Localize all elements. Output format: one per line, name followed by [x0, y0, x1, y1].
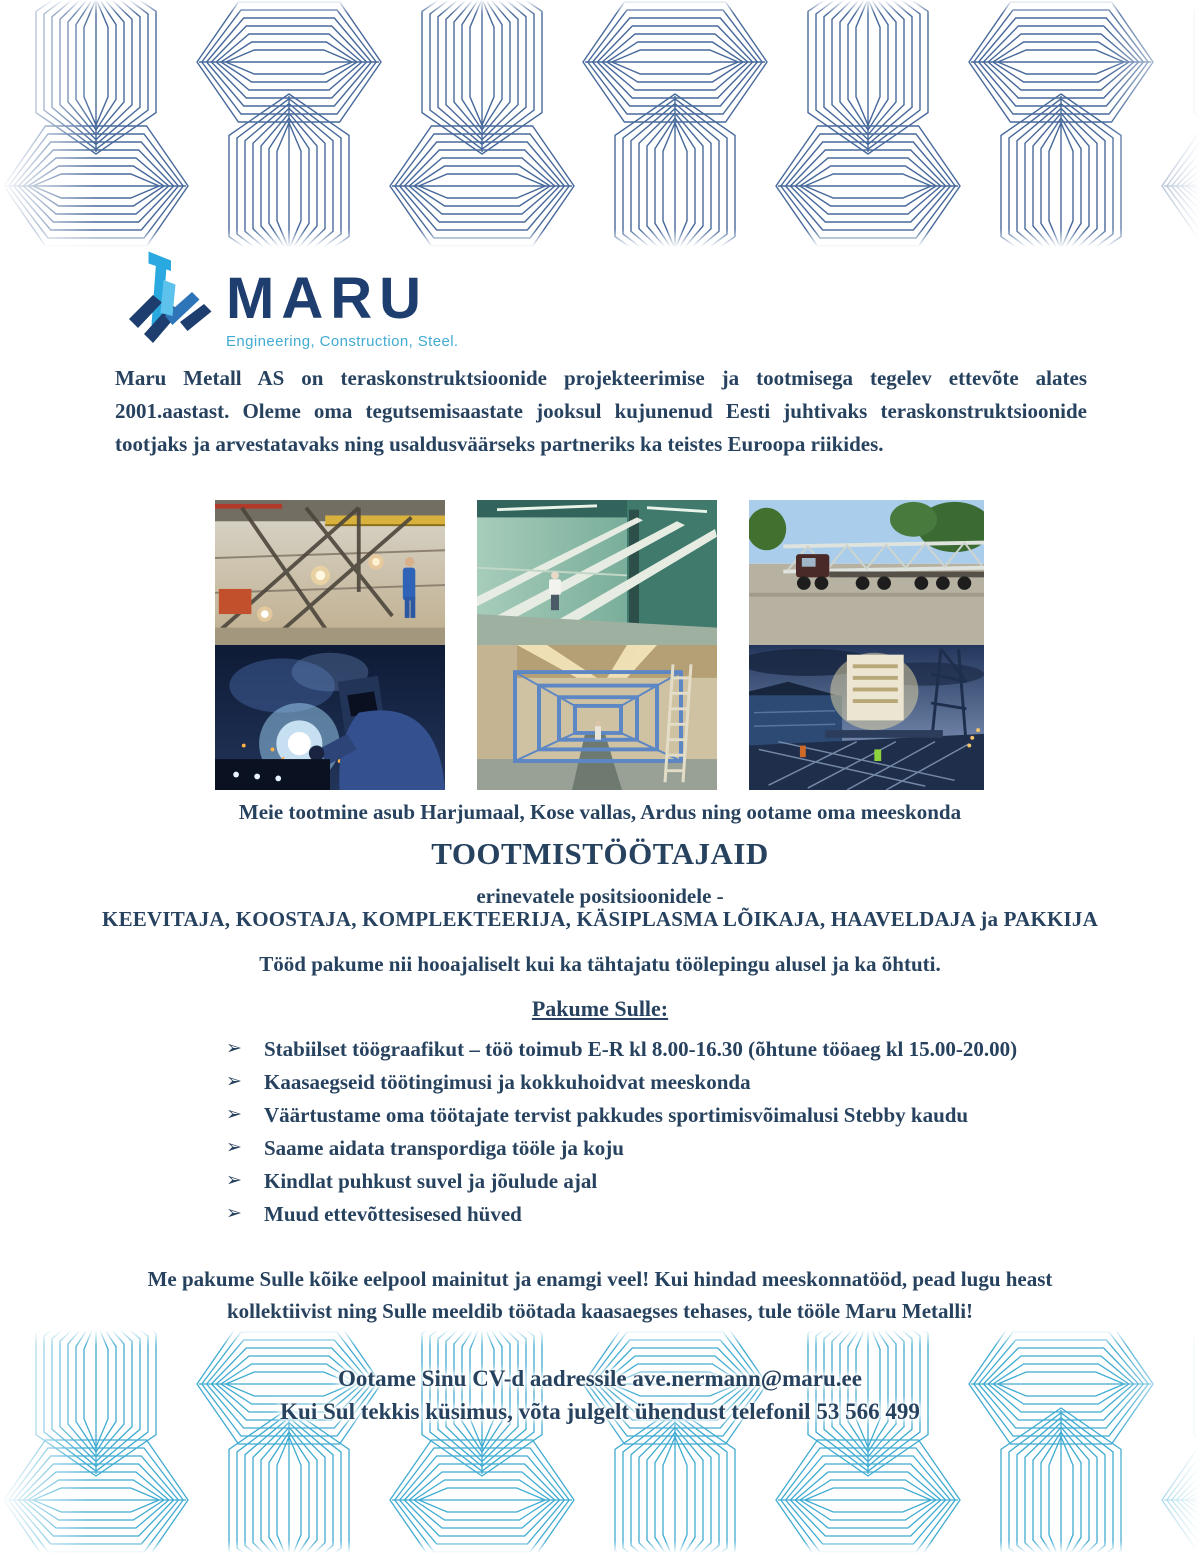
offer-text: Kindlat puhkust suvel ja jõulude ajal	[264, 1169, 598, 1194]
top-decorative-pattern	[0, 0, 1200, 247]
arrow-bullet-icon: ➢	[226, 1037, 242, 1059]
arrow-bullet-icon: ➢	[226, 1136, 242, 1159]
photo-truck-truss-transport	[749, 500, 984, 645]
logo-text-block	[226, 250, 459, 350]
job-terms: Tööd pakume nii hooajaliselt kui ka tähtajatu töölepingu alusel ja ka õhtuti.	[259, 952, 941, 976]
arrow-bullet-icon: ➢	[226, 1103, 242, 1126]
arrow-bullet-icon: ➢	[226, 1169, 242, 1192]
offer-item	[226, 1133, 1098, 1163]
maru-logo	[126, 250, 459, 350]
bottom-decorative-pattern	[0, 1330, 1200, 1553]
ship-illustration	[749, 645, 984, 790]
job-title: TOOTMISTÖÖTAJAID	[431, 836, 769, 871]
workshop-illustration	[215, 500, 445, 645]
offer-item	[226, 1067, 1098, 1097]
job-subtitle: erinevatele positsioonidele -	[476, 884, 724, 908]
offer-item	[226, 1166, 1098, 1196]
photo-grid	[215, 500, 985, 790]
cv-email-line: Ootame Sinu CV-d aadressile ave.nermann@maru.ee	[338, 1366, 862, 1391]
photo-blue-steel-frame-hall	[477, 645, 717, 790]
maru-logo-icon	[126, 250, 216, 346]
offers-heading: Pakume Sulle:	[531, 996, 669, 1021]
logo-tagline: Engineering, Construction, Steel.	[226, 333, 459, 350]
photo-green-painting-hall	[477, 500, 717, 645]
offer-text: Väärtustame oma töötajate tervist pakkudes sportimisvõimalusi Stebby kaudu	[264, 1103, 969, 1128]
logo-wordmark: MARU	[226, 266, 428, 331]
offer-item	[226, 1034, 1098, 1064]
geometric-lines-pattern-top	[0, 0, 1200, 247]
offer-text: Muud ettevõttesisesed hüved	[264, 1202, 522, 1227]
truck-illustration	[749, 500, 984, 645]
offers-list	[226, 1034, 1098, 1232]
painting-hall-illustration	[477, 500, 717, 645]
frame-hall-illustration	[477, 645, 717, 790]
offer-item	[226, 1100, 1098, 1130]
phone-line: Kui Sul tekkis küsimus, võta julgelt ühendust telefonil 53 566 499	[280, 1399, 920, 1424]
photo-workshop-steel-trusses	[215, 500, 445, 645]
offer-text: Stabiilset töögraafikut – töö toimub E-R kl 8.00-16.30 (õhtune tööaeg kl 15.00-20.00)	[264, 1037, 1018, 1061]
arrow-bullet-icon: ➢	[226, 1070, 242, 1093]
offer-item	[226, 1199, 1098, 1229]
photo-ship-deck-cargo	[749, 645, 984, 790]
geometric-lines-pattern-bottom	[0, 1330, 1200, 1553]
arrow-bullet-icon: ➢	[226, 1202, 242, 1225]
intro-paragraph: Maru Metall AS on teraskonstruktsioonide projekteerimise ja tootmisega tegelev ettevõte alates 2001.aastast. Oleme oma tegutsemisaastate jooksul kujunenud Eesti juhtivaks teraskonstruktsioonide tootjaks ja arvestatavaks ning usaldusväärseks partneriks ka teistes Euroopa riikides.	[115, 366, 1087, 456]
closing-paragraph: Me pakume Sulle kõike eelpool mainitut ja enamgi veel! Kui hindad meeskonnatööd, pead lugu heast kollektiivist ning Sulle meeldib töötada kaasaegses tehases, tule tööle Maru Metalli!	[147, 1267, 1053, 1323]
offer-text: Kaasaegseid töötingimusi ja kokkuhoidvat meeskonda	[264, 1070, 751, 1095]
contact-block	[0, 1366, 1200, 1432]
location-line: Meie tootmine asub Harjumaal, Kose vallas, Ardus ning ootame oma meeskonda	[238, 800, 962, 824]
photo-welder-at-work	[215, 645, 445, 790]
welder-illustration	[215, 645, 445, 790]
offer-text: Saame aidata transpordiga tööle ja koju	[264, 1136, 624, 1161]
job-positions: KEEVITAJA, KOOSTAJA, KOMPLEKTEERIJA, KÄSIPLASMA LÕIKAJA, HAAVELDAJA ja PAKKIJA	[102, 907, 1098, 931]
